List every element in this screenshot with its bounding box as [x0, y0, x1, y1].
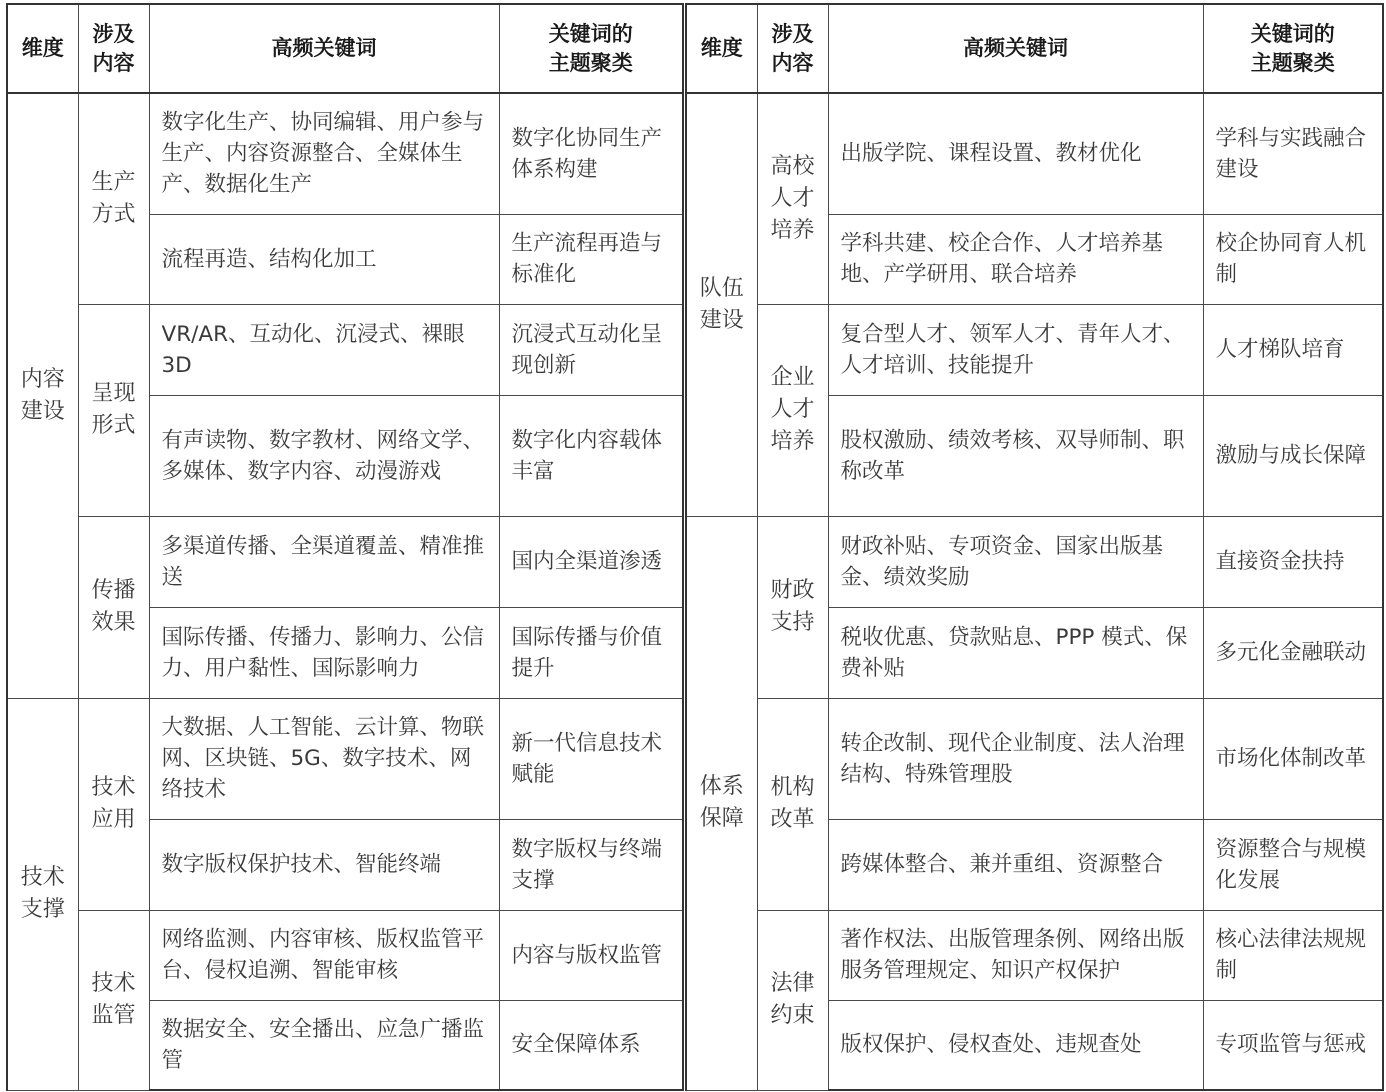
keywords-cell: 有声读物、数字教材、网络文学、多媒体、数字内容、动漫游戏: [149, 395, 499, 516]
table-row: [686, 516, 1383, 607]
theme-cell: 数字化协同生产体系构建: [499, 93, 683, 214]
table-row: [7, 516, 683, 607]
keywords-cell: 数字版权保护技术、智能终端: [149, 819, 499, 910]
header-row: [7, 4, 683, 93]
header-theme-cluster: 关键词的 主题聚类: [499, 4, 683, 93]
dimension-cell: 体系 保障: [686, 516, 757, 1090]
keywords-cell: 网络监测、内容审核、版权监管平台、侵权追溯、智能审核: [149, 910, 499, 1000]
content-cell: 生产 方式: [78, 93, 149, 304]
keywords-cell: 版权保护、侵权查处、违规查处: [828, 1000, 1203, 1090]
dimension-cell: 队伍 建设: [686, 93, 757, 516]
keywords-cell: 多渠道传播、全渠道覆盖、精准推送: [149, 516, 499, 607]
theme-cell: 数字版权与终端支撑: [499, 819, 683, 910]
content-cell: 技术 监管: [78, 910, 149, 1090]
header-theme-cluster: 关键词的 主题聚类: [1203, 4, 1383, 93]
theme-cell: 激励与成长保障: [1203, 395, 1383, 516]
theme-cell: 校企协同育人机制: [1203, 214, 1383, 304]
theme-cell: 多元化金融联动: [1203, 607, 1383, 698]
content-cell: 财政 支持: [757, 516, 828, 698]
content-cell: 机构 改革: [757, 698, 828, 910]
table-row: [7, 93, 683, 214]
table-row: [7, 698, 683, 819]
theme-cell: 安全保障体系: [499, 1000, 683, 1090]
theme-cell: 新一代信息技术赋能: [499, 698, 683, 819]
theme-cell: 专项监管与惩戒: [1203, 1000, 1383, 1090]
keywords-cell: 跨媒体整合、兼并重组、资源整合: [828, 819, 1203, 910]
table-row: [686, 304, 1383, 395]
theme-cell: 核心法律法规规制: [1203, 910, 1383, 1000]
dimension-cell: 内容 建设: [7, 93, 78, 698]
left-table: [6, 3, 684, 1091]
header-dimension: 维度: [686, 4, 757, 93]
theme-cell: 内容与版权监管: [499, 910, 683, 1000]
keywords-cell: 流程再造、结构化加工: [149, 214, 499, 304]
content-cell: 企业 人才 培养: [757, 304, 828, 516]
theme-cell: 市场化体制改革: [1203, 698, 1383, 819]
keywords-cell: 财政补贴、专项资金、国家出版基金、绩效奖励: [828, 516, 1203, 607]
keywords-cell: 学科共建、校企合作、人才培养基地、产学研用、联合培养: [828, 214, 1203, 304]
theme-cell: 国内全渠道渗透: [499, 516, 683, 607]
dimension-cell: 技术 支撑: [7, 698, 78, 1090]
header-keywords: 高频关键词: [149, 4, 499, 93]
keywords-cell: 转企改制、现代企业制度、法人治理结构、特殊管理股: [828, 698, 1203, 819]
right-table: [685, 3, 1384, 1091]
table-row: [686, 910, 1383, 1000]
keywords-cell: 税收优惠、贷款贴息、PPP 模式、保费补贴: [828, 607, 1203, 698]
theme-cell: 国际传播与价值提升: [499, 607, 683, 698]
table-row: [686, 698, 1383, 819]
header-row: [686, 4, 1383, 93]
keywords-cell: 国际传播、传播力、影响力、公信力、用户黏性、国际影响力: [149, 607, 499, 698]
keywords-cell: 著作权法、出版管理条例、网络出版服务管理规定、知识产权保护: [828, 910, 1203, 1000]
content-cell: 呈现 形式: [78, 304, 149, 516]
theme-cell: 数字化内容载体丰富: [499, 395, 683, 516]
keywords-cell: 大数据、人工智能、云计算、物联网、区块链、5G、数字技术、网络技术: [149, 698, 499, 819]
theme-cell: 学科与实践融合建设: [1203, 93, 1383, 214]
keywords-cell: 数据安全、安全播出、应急广播监管: [149, 1000, 499, 1090]
content-cell: 传播 效果: [78, 516, 149, 698]
theme-cell: 沉浸式互动化呈现创新: [499, 304, 683, 395]
table-row: [7, 304, 683, 395]
keywords-cell: 股权激励、绩效考核、双导师制、职称改革: [828, 395, 1203, 516]
theme-cell: 人才梯队培育: [1203, 304, 1383, 395]
header-content: 涉及 内容: [78, 4, 149, 93]
header-dimension: 维度: [7, 4, 78, 93]
content-cell: 技术 应用: [78, 698, 149, 910]
table-row: [686, 93, 1383, 214]
header-keywords: 高频关键词: [828, 4, 1203, 93]
theme-cell: 资源整合与规模化发展: [1203, 819, 1383, 910]
theme-cell: 生产流程再造与标准化: [499, 214, 683, 304]
table-row: [7, 910, 683, 1000]
keywords-cell: 复合型人才、领军人才、青年人才、人才培训、技能提升: [828, 304, 1203, 395]
content-cell: 法律 约束: [757, 910, 828, 1090]
keywords-cell: 出版学院、课程设置、教材优化: [828, 93, 1203, 214]
keywords-cell: VR/AR、互动化、沉浸式、裸眼 3D: [149, 304, 499, 395]
theme-cell: 直接资金扶持: [1203, 516, 1383, 607]
content-cell: 高校 人才 培养: [757, 93, 828, 304]
header-content: 涉及 内容: [757, 4, 828, 93]
keywords-cell: 数字化生产、协同编辑、用户参与生产、内容资源整合、全媒体生产、数据化生产: [149, 93, 499, 214]
